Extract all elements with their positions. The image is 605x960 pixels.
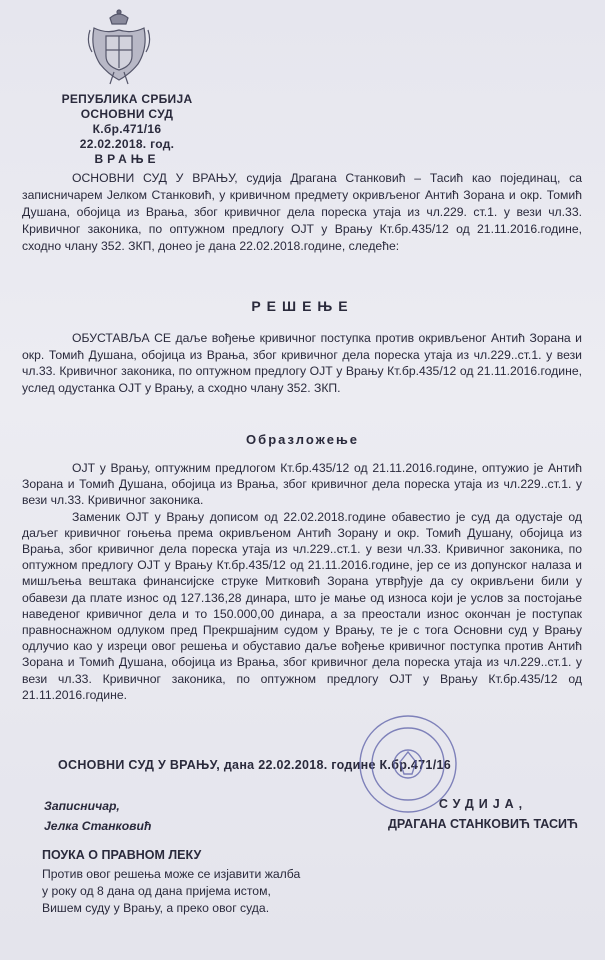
recorder-name: Јелка Станковић — [44, 819, 152, 833]
header-republic: РЕПУБЛИКА СРБИЈА — [61, 92, 193, 106]
reasoning-paragraph: Заменик ОЈТ у Врању дописом од 22.02.2018.године обавестио је суд да одустаје од даљег кривичног гоњења према окривљеном Антић Зорану и окр. Томић Душану, обојица из Врања, због кривичног дела пореска утаја из чл.229..ст.1. у вези чл.33. Кривичног законика, по оптужном предлогу ОЈТ у Врању Кт.бр.435/12 од 21.11.2016.године, јер се из допунског налаза и мишљења вештака финансијске струке Митковић Зорана утврђује да су окривљени били у обавези да плате износ од 127.136,28 динара, што је мање од износа који је услов за постојање наведеног кривичног дела и то 150.000,00 динара, а за преостали износ окончан је поступак правноснажном одлуком пред Прекршајним судом у Врању, те је с тога Основни суд у Врању одлучио као у изреци овог решења и обуставио даље вођење кривичног поступка против Антић Зорана и Томић Душана, обојица из Врања, због кривичног дела пореска утаја из чл.229..ст.1. у вези чл.33. Кривичног законика, по оптужном предлогу ОЈТ у Врању Кт.бр.435/12 од 21.11.2016.године. — [22, 509, 582, 702]
judge-signature — [368, 794, 598, 834]
legal-instruction-text: Против овог решења може се изјавити жалба у року од 8 дана од дана пријема истом, Вишем суду у Врању, а преко овог суда. — [42, 867, 301, 915]
reasoning-title: Образложење — [246, 432, 359, 447]
ruling-paragraph: ОБУСТАВЉА СЕ даље вођење кривичног поступка против окривљеног Антић Зорана и окр. Томић Душана, обојица из Врања, због кривичног дела пореска утаја из чл.229..ст.1. у вези чл.33. Кривичног законика, по оптужном предлогу ОЈТ у Врању Кт.бр.435/12 од 21.11.2016.године, услед одустанка ОЈТ у Врању, а сходно члану 352. ЗКП. — [22, 331, 582, 395]
header-case-number: К.бр.471/16 — [92, 122, 162, 136]
recorder-signature — [44, 796, 244, 836]
reasoning-section — [22, 460, 582, 703]
judge-name: ДРАГАНА СТАНКОВИЋ ТАСИЋ — [388, 817, 578, 831]
court-header — [52, 92, 202, 167]
document-title: РЕШЕЊЕ — [251, 298, 354, 314]
legal-instruction-title: ПОУКА О ПРАВНОМ ЛЕКУ — [42, 848, 202, 862]
header-city: ВРАЊЕ — [94, 152, 160, 166]
closing-line: ОСНОВНИ СУД У ВРАЊУ, дана 22.02.2018. године К.бр.471/16 — [58, 758, 451, 772]
intro-paragraph: ОСНОВНИ СУД У ВРАЊУ, судија Драгана Станковић – Тасић као појединац, са записничарем Јелком Станковић, у кривичном предмету окривљеног Антић Зорана и окр. Томић Душана, обојица из Врања, због кривичног дела пореска утаја из чл.229. ст.1. у вези чл.33. Кривичног законика, по оптужном предлогу ОЈТ у Врању Кт.бр.435/12 од 21.11.2016.године, сходно члану 352. ЗКП, донео је дана 22.02.2018.године, следеће: — [22, 171, 582, 253]
header-date: 22.02.2018. год. — [79, 137, 175, 151]
reasoning-paragraph: ОЈТ у Врању, оптужним предлогом Кт.бр.435/12 од 21.11.2016.године, оптужио је Антић Зорана и Томић Душана, обојица из Врања, због кривичног дела пореска утаја из чл.229..ст.1. у вези чл.33. Кривичног законика. — [22, 461, 582, 508]
recorder-role: Записничар, — [44, 799, 120, 813]
coat-of-arms-icon — [86, 8, 152, 86]
header-court: ОСНОВНИ СУД — [80, 107, 174, 121]
judge-role: СУДИЈА, — [438, 797, 528, 811]
